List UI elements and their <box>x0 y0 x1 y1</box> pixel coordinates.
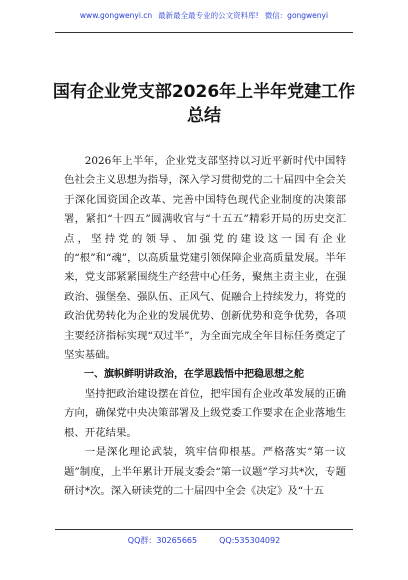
header-wechat: 微信：gongwenyi <box>264 11 329 20</box>
document-body <box>64 152 346 501</box>
footer-qq: QQ:535304092 <box>219 536 281 545</box>
body-paragraph-intro: 2026年上半年，企业党支部坚持以习近平新时代中国特色社会主义思想为指导，深入学习贯彻党的二十届四中全会关于深化国资国企改革、完善中国特色现代企业制度的决策部署，紧扣“十四五”圆满收官与“十五五”精彩开局的历史交汇点，坚持党的领导、加强党的建设这一国有企业的“根”和“魂”，以高质量党建引领保障企业高质量发展。半年来，党支部紧紧围绕生产经营中心任务，聚焦主责主业，在强政治、强堡垒、强队伍、正风气、促融合上持续发力，将党的政治优势转化为企业的发展优势、创新优势和竞争优势，各项主要经济指标实现“双过半”，为全面完成全年目标任务奠定了坚实基础。 <box>64 155 346 362</box>
body-paragraph-point1: 一是深化理论武装，筑牢信仰根基。严格落实“第一议题”制度，上半年累计开展支委会“第一议题”学习共*次，专题研讨*次。深入研读党的二十届四中全会《决定》及“十五 <box>64 446 346 497</box>
footer-qq-group: QQ群：30265665 <box>127 536 198 545</box>
title-line-1: 国有企业党支部2026年上半年党建工作 <box>52 82 356 102</box>
footer-divider <box>55 529 353 530</box>
title-line-2: 总结 <box>187 106 221 126</box>
header-slogan: 最新最全最专业的公文资料库! <box>158 11 259 20</box>
body-paragraph-section1: 坚持把政治建设摆在首位，把牢国有企业改革发展的正确方向，确保党中央决策部署及上级党委工作要求在企业落地生根、开花结果。 <box>64 387 346 439</box>
page-footer <box>0 535 408 546</box>
document-title <box>50 80 358 128</box>
header-site-link[interactable]: www.gongwenyi.cn <box>79 11 153 20</box>
header-divider <box>55 32 353 33</box>
section-heading-1: 一、旗帜鲜明讲政治，在学思践悟中把稳思想之舵 <box>84 369 304 381</box>
page-header <box>0 10 408 21</box>
